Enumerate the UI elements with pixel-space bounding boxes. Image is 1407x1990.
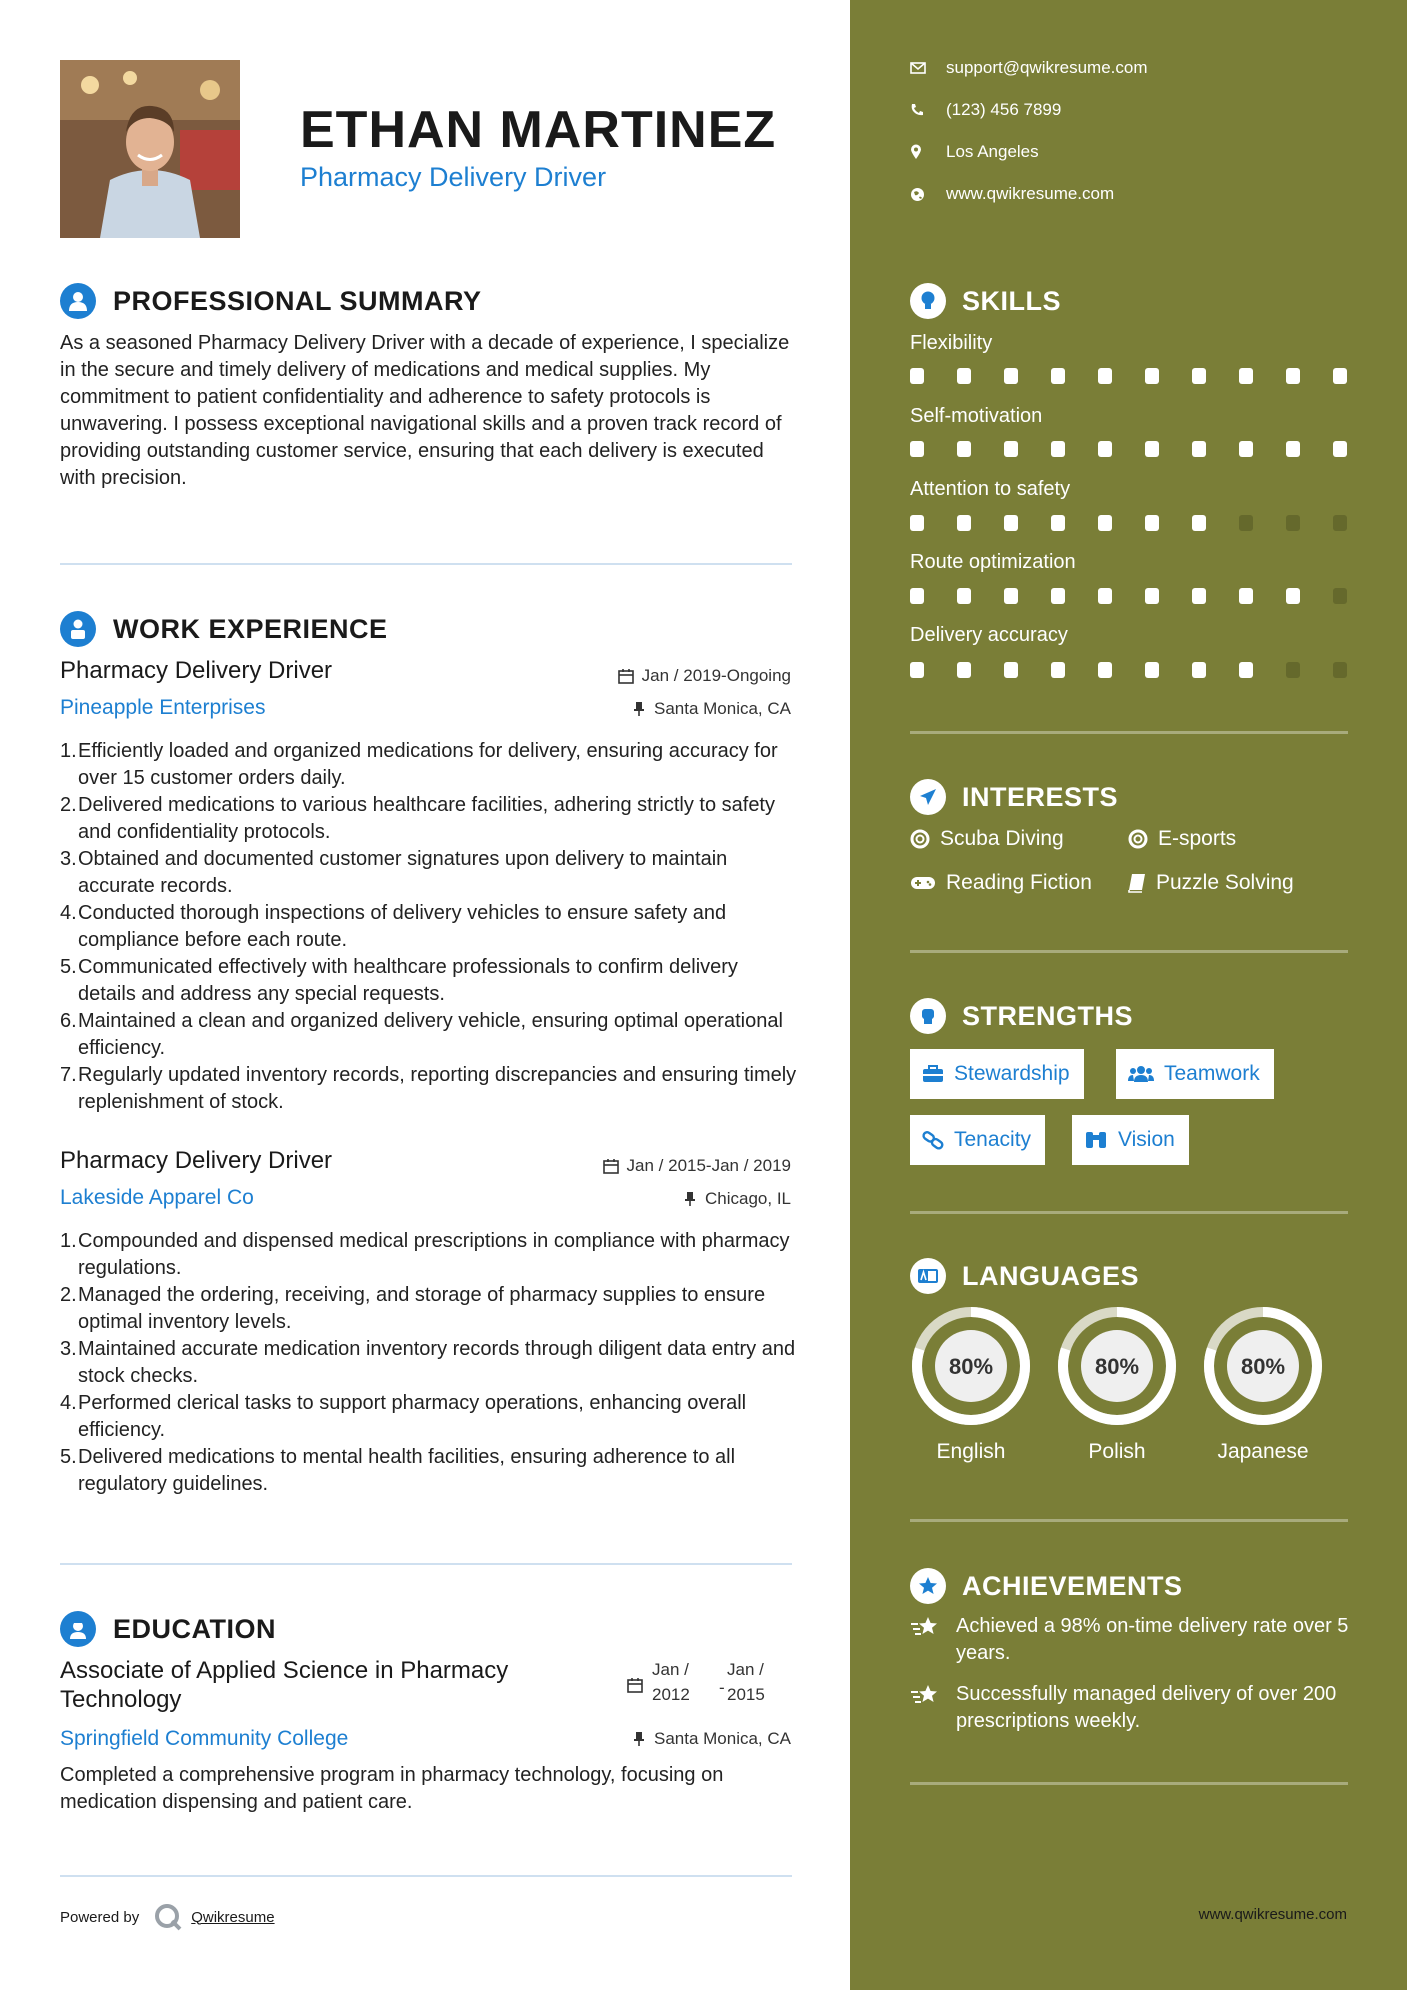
language-name: Polish (1088, 1440, 1146, 1463)
skill-dot-filled (1192, 441, 1206, 457)
summary-text: As a seasoned Pharmacy Delivery Driver with a decade of experience, I specialize in the secure and timely delivery of medications and medical supplies. My commitment to patient confidentiality and adherence to safety protocols is unwavering. I possess exceptional navigational skills and a proven track record of providing outstanding customer service, ensuring that each delivery is executed with precision. (60, 332, 790, 489)
phone-text: (123) 456 7899 (946, 100, 1062, 119)
calendar-icon (627, 1677, 643, 1693)
skill-dot-empty (1333, 588, 1347, 604)
job-location-text: Santa Monica, CA (653, 699, 791, 718)
job-dates-text: Jan / 2015-Jan / 2019 (626, 1156, 791, 1175)
language-gauge-svg (910, 1305, 1032, 1427)
job-location (632, 699, 791, 719)
list-item: 5. Communicated effectively with healthcare professionals to confirm delivery details and address any special requests. (60, 956, 738, 1005)
list-item: 2. Delivered medications to various healthcare facilities, adhering strictly to safety and confidentiality protocols. (60, 794, 775, 843)
school-name: Springfield Community College (60, 1727, 349, 1750)
skill-dot-filled (1051, 662, 1065, 678)
skill-dot-filled (1239, 441, 1253, 457)
candidate-name: ETHAN MARTINEZ (300, 101, 777, 159)
lightbulb-icon (910, 283, 946, 319)
skill-dot-filled (1286, 368, 1300, 384)
skill-dot-filled (1051, 588, 1065, 604)
interests-heading (910, 779, 1118, 815)
skill-dot-filled (1004, 588, 1018, 604)
job-dates-text: Jan / 2019-Ongoing (641, 666, 791, 685)
envelope-icon (910, 62, 926, 74)
strength-chip: Tenacity (910, 1115, 1045, 1165)
contact-location (910, 142, 1039, 162)
degree-line-1: Associate of Applied Science in Pharmacy (60, 1657, 509, 1684)
star-icon (910, 1683, 942, 1707)
email-text[interactable]: support@qwikresume.com (946, 58, 1148, 77)
skill-rating (910, 662, 1350, 678)
company-name: Pineapple Enterprises (60, 696, 266, 719)
education-description: Completed a comprehensive program in pharmacy technology, focusing on medication dispensing and patient care. (60, 1764, 724, 1813)
list-item: 3. Maintained accurate medication inventory records through diligent data entry and stock checks. (60, 1338, 796, 1387)
company-name: Lakeside Apparel Co (60, 1186, 254, 1209)
education-start-year: 2012 (652, 1685, 690, 1704)
skill-dot-filled (1192, 662, 1206, 678)
education-start-month: Jan / (652, 1660, 689, 1679)
list-item: 1. Efficiently loaded and organized medications for delivery, ensuring accuracy for over 15 customer orders daily. (60, 740, 778, 789)
skill-dot-empty (1333, 662, 1347, 678)
list-item: 3. Obtained and documented customer signatures upon delivery to maintain accurate records. (60, 848, 728, 897)
job-dates (603, 1156, 791, 1176)
skill-dot-empty (1286, 515, 1300, 531)
fist-icon (910, 998, 946, 1034)
skill-dot-filled (1239, 662, 1253, 678)
skill-dot-filled (1145, 515, 1159, 531)
list-item: 1. Compounded and dispensed medical prescriptions in compliance with pharmacy regulations. (60, 1230, 790, 1279)
job-location-text: Chicago, IL (705, 1189, 791, 1208)
language-gauge (910, 1305, 1032, 1427)
contact-website (910, 184, 1114, 204)
experience-heading (60, 611, 388, 647)
contact-email (910, 58, 1148, 78)
skill-name: Attention to safety (910, 478, 1071, 500)
skill-dot-filled (1051, 441, 1065, 457)
calendar-icon (618, 668, 634, 684)
star-badge-icon (910, 1568, 946, 1604)
powered-by-label: Powered by (60, 1908, 140, 1926)
graduate-icon (60, 1611, 96, 1647)
skill-dot-filled (1192, 588, 1206, 604)
languages-heading (910, 1258, 1139, 1294)
skill-dot-filled (1098, 441, 1112, 457)
interest-item: Reading Fiction (910, 871, 1092, 895)
skill-dot-filled (1239, 368, 1253, 384)
skill-name: Self-motivation (910, 405, 1043, 427)
divider (910, 950, 1348, 953)
book-icon (1128, 873, 1146, 893)
footer-url[interactable]: www.qwikresume.com (1198, 1906, 1347, 1923)
list-item: 7. Regularly updated inventory records, reporting discrepancies and ensuring timely replenishment of stock. (60, 1064, 797, 1113)
phone-icon (910, 103, 924, 117)
skill-dot-filled (1239, 588, 1253, 604)
qwikresume-logo-icon (153, 1902, 183, 1932)
website-text[interactable]: www.qwikresume.com (946, 184, 1115, 203)
strength-chip: Teamwork (1116, 1049, 1274, 1099)
binoculars-icon (1084, 1130, 1108, 1150)
divider (910, 731, 1348, 734)
skill-dot-filled (1145, 441, 1159, 457)
pin-icon (632, 701, 646, 717)
skill-dot-filled (1004, 662, 1018, 678)
language-gauge-svg (1202, 1305, 1324, 1427)
education-heading (60, 1611, 276, 1647)
strengths-heading (910, 998, 1133, 1034)
skill-name: Flexibility (910, 332, 993, 354)
skill-dot-filled (957, 368, 971, 384)
skill-dot-filled (910, 588, 924, 604)
map-marker-icon (910, 144, 922, 160)
list-item: 5. Delivered medications to mental health facilities, ensuring adherence to all regulatory guidelines. (60, 1446, 736, 1495)
skill-dot-filled (1051, 515, 1065, 531)
gauge-label: 80% (1240, 1354, 1286, 1379)
profile-photo (60, 60, 240, 238)
achievements-title: ACHIEVEMENTS (962, 1570, 1183, 1601)
skill-dot-filled (1333, 368, 1347, 384)
skill-rating (910, 515, 1350, 531)
job-title: Pharmacy Delivery Driver (60, 657, 333, 684)
life-ring-icon (910, 829, 930, 849)
list-item: 4. Performed clerical tasks to support pharmacy operations, enhancing overall efficiency. (60, 1392, 747, 1441)
language-gauge (1056, 1305, 1178, 1427)
skill-dot-filled (1098, 588, 1112, 604)
star-icon (910, 1615, 942, 1639)
language-gauge (1202, 1305, 1324, 1427)
education-location-text: Santa Monica, CA (653, 1729, 791, 1748)
divider (60, 1875, 792, 1877)
language-name: Japanese (1217, 1440, 1309, 1463)
divider (60, 563, 792, 565)
user-icon (60, 283, 96, 319)
skill-dot-filled (1286, 441, 1300, 457)
skill-dot-filled (1192, 368, 1206, 384)
skill-name: Delivery accuracy (910, 624, 1068, 646)
gauge-label: 80% (948, 1354, 994, 1379)
job-location (683, 1189, 791, 1209)
language-name: English (936, 1440, 1006, 1463)
language-icon (910, 1258, 946, 1294)
skill-dot-filled (1192, 515, 1206, 531)
pin-icon (632, 1731, 646, 1747)
job-title: Pharmacy Delivery Driver (60, 1147, 333, 1174)
skill-dot-filled (1145, 588, 1159, 604)
skill-dot-filled (1145, 662, 1159, 678)
interest-item: Puzzle Solving (1128, 871, 1294, 895)
strengths-title: STRENGTHS (962, 1000, 1134, 1031)
job-bullets (60, 738, 800, 1116)
education-location (632, 1729, 791, 1749)
skill-dot-filled (910, 662, 924, 678)
skill-dot-filled (1286, 588, 1300, 604)
divider (910, 1782, 1348, 1785)
skill-dot-filled (910, 368, 924, 384)
gauge-label: 80% (1094, 1354, 1140, 1379)
skill-dot-filled (1004, 441, 1018, 457)
skill-dot-filled (910, 515, 924, 531)
briefcase-user-icon (60, 611, 96, 647)
summary-title: PROFESSIONAL SUMMARY (113, 285, 482, 316)
skill-dot-filled (957, 588, 971, 604)
pin-icon (683, 1191, 697, 1207)
skill-dot-filled (1004, 368, 1018, 384)
achievement-item: Achieved a 98% on-time delivery rate over 5 years. (910, 1613, 1370, 1667)
list-item: 4. Conducted thorough inspections of delivery vehicles to ensure safety and compliance before each route. (60, 902, 727, 951)
skill-dot-filled (1051, 368, 1065, 384)
gamepad-icon (910, 875, 936, 891)
education-dates (627, 1660, 797, 1710)
divider (60, 1563, 792, 1565)
powered-by (60, 1902, 275, 1932)
skill-name: Route optimization (910, 551, 1076, 573)
education-dash: - (719, 1678, 725, 1697)
skill-dot-filled (957, 441, 971, 457)
job-bullets (60, 1228, 800, 1498)
users-icon (1128, 1065, 1154, 1083)
list-item: 2. Managed the ordering, receiving, and storage of pharmacy supplies to ensure optimal inventory levels. (60, 1284, 766, 1333)
interest-item: E-sports (1128, 827, 1236, 851)
candidate-title: Pharmacy Delivery Driver (300, 162, 607, 192)
strength-chip: Stewardship (910, 1049, 1084, 1099)
divider (910, 1519, 1348, 1522)
divider (910, 1211, 1348, 1214)
skill-dot-filled (1098, 662, 1112, 678)
skills-heading (910, 283, 1061, 319)
paper-plane-icon (910, 779, 946, 815)
skill-rating (910, 368, 1350, 384)
interests-title: INTERESTS (962, 781, 1119, 812)
skill-rating (910, 588, 1350, 604)
location-text: Los Angeles (946, 142, 1039, 161)
skill-dot-empty (1333, 515, 1347, 531)
link-icon (922, 1130, 944, 1150)
skills-title: SKILLS (962, 285, 1062, 316)
globe-icon (910, 187, 925, 202)
education-title: EDUCATION (113, 1613, 276, 1644)
skill-dot-filled (1098, 368, 1112, 384)
interest-item: Scuba Diving (910, 827, 1064, 851)
job-dates (618, 666, 791, 686)
calendar-icon (603, 1158, 619, 1174)
briefcase-icon (922, 1065, 944, 1083)
qwikresume-link[interactable]: Qwikresume (191, 1908, 275, 1926)
achievement-item: Successfully managed delivery of over 200 prescriptions weekly. (910, 1681, 1370, 1735)
life-ring-icon (1128, 829, 1148, 849)
experience-title: WORK EXPERIENCE (113, 613, 388, 644)
achievements-heading (910, 1568, 1183, 1604)
skill-dot-empty (1239, 515, 1253, 531)
language-gauge-svg (1056, 1305, 1178, 1427)
sidebar (850, 0, 1407, 1990)
list-item: 6. Maintained a clean and organized delivery vehicle, ensuring optimal operational efficiency. (60, 1010, 783, 1059)
degree-line-2: Technology (60, 1686, 182, 1713)
skill-dot-filled (910, 441, 924, 457)
education-end-year: 2015 (727, 1685, 765, 1704)
skill-dot-filled (957, 515, 971, 531)
skill-dot-empty (1286, 662, 1300, 678)
skill-dot-filled (957, 662, 971, 678)
education-end-month: Jan / (727, 1660, 764, 1679)
skill-dot-filled (1004, 515, 1018, 531)
skill-rating (910, 441, 1350, 457)
strength-chip: Vision (1072, 1115, 1189, 1165)
skill-dot-filled (1333, 441, 1347, 457)
skill-dot-filled (1145, 368, 1159, 384)
summary-heading (60, 283, 482, 319)
languages-title: LANGUAGES (962, 1260, 1140, 1291)
skill-dot-filled (1098, 515, 1112, 531)
contact-phone (910, 100, 1061, 120)
